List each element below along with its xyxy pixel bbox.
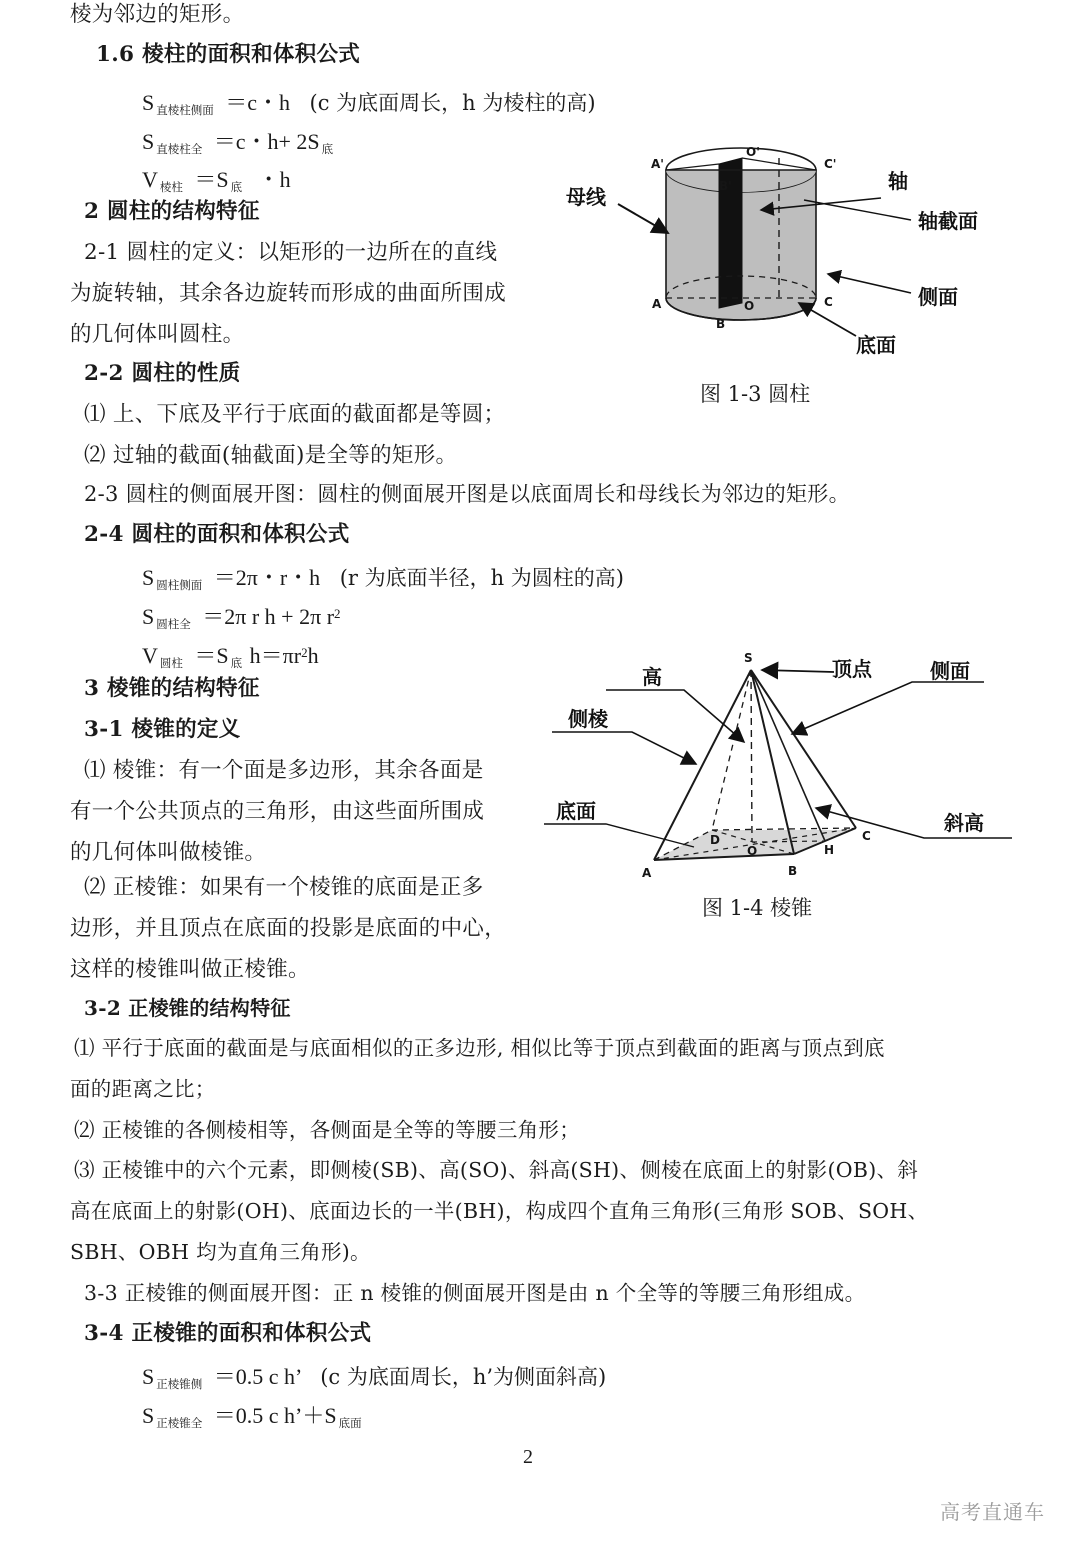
paragraph-3-2-3-line-1: ⑶ 正棱锥中的六个元素，即侧棱(SB)、高(SO)、斜高(SH)、侧棱在底面上的射影(OB)、斜 (74, 1158, 919, 1182)
formula-subscript: 直棱柱侧面 (156, 103, 214, 117)
formula-superscript: 2 (334, 606, 341, 621)
label-lateral-edge: 侧棱 (568, 707, 608, 731)
label-lateral: 侧面 (918, 285, 958, 309)
formula-note: (r 为底面半径，h 为圆柱的高) (339, 566, 624, 590)
vertex-C-prime: C' (824, 157, 837, 171)
leader-axial-section (804, 200, 911, 220)
formula-subscript: 圆柱全 (156, 617, 191, 631)
formula-subscript: 圆柱侧面 (156, 578, 203, 592)
formula-rhs: ＝0.5 c h’＋S (213, 1403, 337, 1428)
formula-lhs: S (142, 129, 155, 154)
paragraph-3-1-2-line-3: 这样的棱锥叫做正棱锥。 (70, 957, 310, 982)
paragraph-3-1-1-line-1: ⑴ 棱锥：有一个面是多边形，其余各面是 (84, 758, 484, 783)
paragraph-2-1-line-3: 的几何体叫圆柱。 (70, 322, 245, 347)
paragraph-2-1-line-2: 为旋转轴，其余各边旋转而形成的曲面所围成 (70, 281, 507, 306)
formula-subscript-2: 底面 (338, 1416, 362, 1430)
vertex-A: A (652, 297, 662, 311)
paragraph-3-1-2-line-2: 边形，并且顶点在底面的投影是底面的中心， (70, 916, 507, 941)
paragraph-line-top: 棱为邻边的矩形。 (70, 2, 245, 27)
formula-subscript-2: 底 (230, 180, 243, 194)
vertex-O: O (747, 844, 758, 858)
heading-2-2: 2-2 圆柱的性质 (84, 361, 241, 386)
cylinder-svg (556, 128, 1066, 358)
figure-caption-1-3: 图 1-3 圆柱 (700, 382, 811, 406)
vertex-S: S (744, 651, 753, 665)
paragraph-2-1-line-1: 2-1 圆柱的定义：以矩形的一边所在的直线 (84, 240, 498, 265)
page-number: 2 (523, 1446, 533, 1468)
formula-subscript: 圆柱 (159, 656, 183, 670)
formula-subscript: 正棱锥全 (156, 1416, 203, 1430)
formula-prism-volume (142, 163, 291, 195)
heading-2: 2 圆柱的结构特征 (84, 199, 260, 224)
vertex-O-prime: O' (746, 145, 760, 159)
vertex-B: B (716, 317, 726, 331)
paragraph-3-3: 3-3 正棱锥的侧面展开图：正 n 棱锥的侧面展开图是由 n 个全等的等腰三角形组成。 (84, 1281, 866, 1305)
paragraph-3-1-2-line-1: ⑵ 正棱锥：如果有一个棱锥的底面是正多 (84, 875, 484, 900)
height-SO (751, 670, 752, 842)
vertex-C: C (862, 829, 871, 843)
vertex-D: D (710, 833, 720, 847)
formula-rhs: ＝0.5 c h’ (213, 1364, 301, 1389)
vertex-O: O (744, 299, 755, 313)
label-axis: 轴 (888, 169, 908, 193)
vertex-B: B (788, 864, 798, 878)
formula-lhs: S (142, 604, 155, 629)
formula-prism-lateral-area (142, 86, 596, 118)
formula-lhs: S (142, 90, 155, 115)
label-height: 高 (642, 665, 662, 689)
label-generatrix: 母线 (566, 185, 606, 209)
lateral-edge-SC (751, 670, 856, 828)
formula-lhs: S (142, 1364, 155, 1389)
vertex-H: H (824, 843, 835, 857)
lateral-edge-SD (712, 670, 751, 830)
formula-subscript-2: 底 (230, 656, 243, 670)
leader-lateral (828, 274, 911, 293)
heading-3-1: 3-1 棱锥的定义 (84, 717, 241, 742)
formula-rhs: ＝2π・r・h (213, 565, 321, 590)
heading-2-4: 2-4 圆柱的面积和体积公式 (84, 522, 350, 547)
heading-3: 3 棱锥的结构特征 (84, 676, 260, 701)
formula-tail: h＝πr (249, 643, 302, 668)
formula-prism-total-area (142, 125, 335, 157)
paragraph-3-1-1-line-3: 的几何体叫做棱锥。 (70, 840, 267, 865)
formula-subscript: 棱柱 (159, 180, 183, 194)
paragraph-3-2-1-line-1: ⑴ 平行于底面的截面是与底面相似的正多边形, 相似比等于顶点到截面的距离与顶点到底 (74, 1036, 885, 1060)
leader-lateral-face (792, 682, 984, 734)
lateral-edge-SB (751, 670, 794, 854)
paragraph-3-2-3-line-2: 高在底面上的射影(OH)、底面边长的一半(BH)，构成四个直角三角形(三角形 SOB、SOH、 (70, 1199, 929, 1223)
vertex-A: A (642, 866, 652, 880)
label-base: 底面 (856, 333, 896, 357)
paragraph-3-2-1-line-2: 面的距离之比； (70, 1077, 216, 1101)
formula-cylinder-total-area (142, 600, 341, 632)
vertex-A-prime: A' (651, 157, 664, 171)
label-slant-height: 斜高 (944, 811, 984, 835)
formula-subscript: 正棱锥侧 (156, 1377, 203, 1391)
watermark: 高考直通车 (940, 1500, 1045, 1524)
formula-lhs: S (142, 565, 155, 590)
label-base: 底面 (556, 799, 596, 823)
figure-cylinder (556, 128, 1066, 358)
formula-superscript: 2 (301, 645, 308, 660)
formula-tail-2: h (307, 643, 319, 668)
heading-3-2: 3-2 正棱锥的结构特征 (84, 996, 291, 1020)
formula-tail: ・h (257, 167, 291, 192)
pyramid-svg (544, 642, 1074, 882)
label-lateral-face: 侧面 (930, 659, 970, 683)
vertex-B-prime: B' (719, 179, 732, 193)
formula-pyramid-lateral-area (142, 1360, 606, 1392)
leader-generatrix (618, 204, 668, 233)
vertex-C: C (824, 295, 833, 309)
formula-lhs: S (142, 1403, 155, 1428)
formula-lhs: V (142, 643, 158, 668)
formula-rhs: ＝S (194, 167, 229, 192)
leader-apex (762, 670, 834, 672)
slant-height-SH (751, 670, 825, 841)
formula-rhs: ＝c・h (225, 90, 291, 115)
paragraph-3-2-2: ⑵ 正棱锥的各侧棱相等，各侧面是全等的等腰三角形； (74, 1118, 581, 1142)
label-apex: 顶点 (832, 657, 872, 681)
formula-note: (c 为底面周长，h’为侧面斜高) (320, 1365, 607, 1389)
formula-subscript-2: 底 (321, 142, 334, 156)
paragraph-2-2-item-1: ⑴ 上、下底及平行于底面的截面都是等圆； (84, 402, 506, 427)
formula-rhs: ＝2π r h + 2π r (202, 604, 335, 629)
formula-rhs: ＝S (194, 643, 229, 668)
heading-3-4: 3-4 正棱锥的面积和体积公式 (84, 1321, 372, 1346)
formula-cylinder-volume (142, 639, 319, 671)
formula-note: (c 为底面周长，h 为棱柱的高) (309, 91, 596, 115)
formula-subscript: 直棱柱全 (156, 142, 203, 156)
formula-rhs: ＝c・h+ 2S (213, 129, 320, 154)
formula-pyramid-total-area (142, 1399, 364, 1431)
figure-pyramid (544, 642, 1074, 882)
paragraph-2-2-item-2: ⑵ 过轴的截面(轴截面)是全等的矩形。 (84, 443, 458, 468)
paragraph-3-1-1-line-2: 有一个公共顶点的三角形，由这些面所围成 (70, 799, 485, 824)
heading-1-6: 1.6 棱柱的面积和体积公式 (96, 42, 361, 67)
formula-lhs: V (142, 167, 158, 192)
paragraph-3-2-3-line-3: SBH、OBH 均为直角三角形)。 (70, 1240, 371, 1264)
label-axial-section: 轴截面 (918, 209, 978, 233)
leader-lateral-edge (552, 732, 696, 764)
leader-height (606, 690, 744, 742)
base-edge-DC (712, 828, 856, 830)
paragraph-2-3: 2-3 圆柱的侧面展开图：圆柱的侧面展开图是以底面周长和母线长为邻边的矩形。 (84, 482, 850, 506)
figure-caption-1-4: 图 1-4 棱锥 (702, 896, 813, 920)
formula-cylinder-lateral-area (142, 561, 624, 593)
